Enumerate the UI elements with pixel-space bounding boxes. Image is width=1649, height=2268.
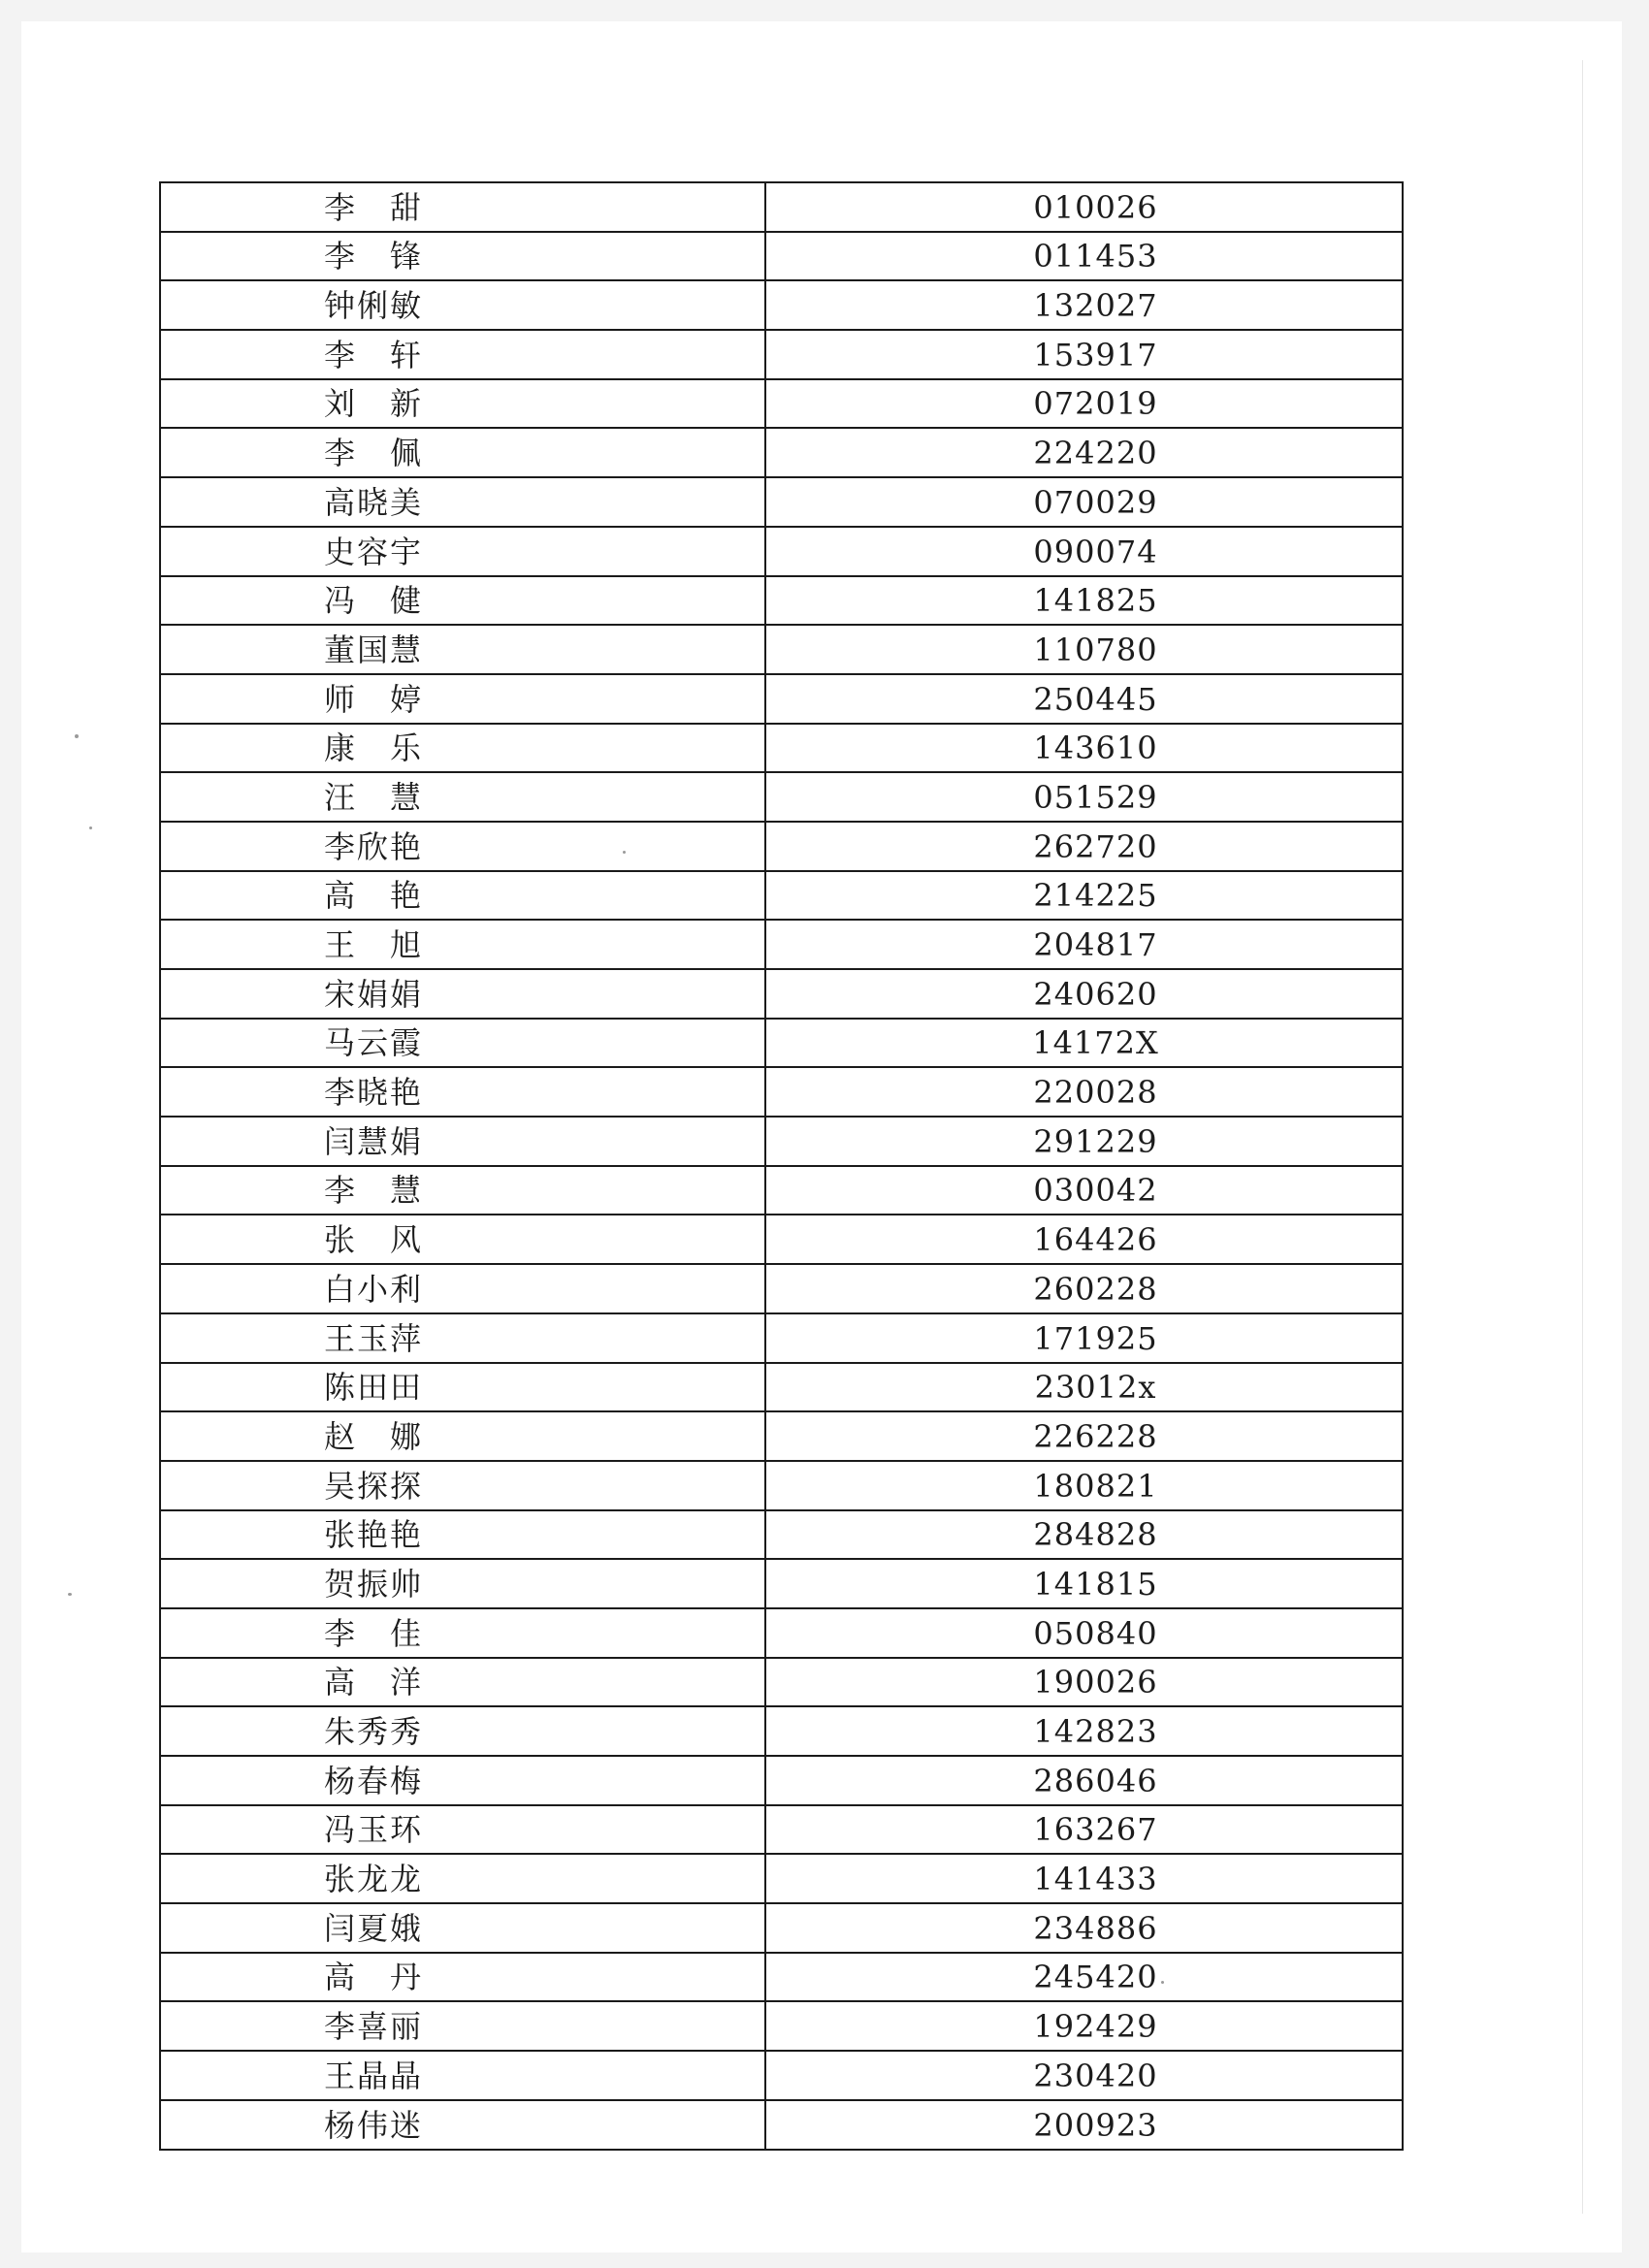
id-cell: 163267 (799, 1805, 1403, 1855)
table-row (160, 330, 1403, 379)
table-row (160, 1461, 1403, 1510)
column-gap (765, 1363, 799, 1412)
column-gap (765, 772, 799, 822)
id-cell: 262720 (799, 822, 1403, 871)
id-cell: 180821 (799, 1461, 1403, 1510)
column-gap (765, 182, 799, 232)
table-row (160, 527, 1403, 576)
table-row (160, 1166, 1403, 1215)
id-cell: 200923 (799, 2100, 1403, 2150)
column-gap (765, 527, 799, 576)
column-gap (765, 1215, 799, 1264)
column-gap (765, 280, 799, 330)
column-gap (765, 330, 799, 379)
name-cell: 高晓美 (160, 477, 765, 527)
table-row (160, 1608, 1403, 1658)
column-gap (765, 1313, 799, 1363)
name-cell: 马云霞 (160, 1019, 765, 1068)
name-cell: 李喜丽 (160, 2001, 765, 2051)
name-cell: 张 风 (160, 1215, 765, 1264)
name-cell: 董国慧 (160, 625, 765, 674)
table-row (160, 1313, 1403, 1363)
column-gap (765, 1658, 799, 1707)
column-gap (765, 232, 799, 281)
table-row (160, 182, 1403, 232)
name-cell: 李 甜 (160, 182, 765, 232)
table-row (160, 280, 1403, 330)
column-gap (765, 920, 799, 969)
table-row (160, 1854, 1403, 1903)
table-row (160, 576, 1403, 626)
table-row (160, 1117, 1403, 1166)
id-cell: 226228 (799, 1411, 1403, 1461)
column-gap (765, 1953, 799, 2002)
table-row (160, 379, 1403, 429)
column-gap (765, 674, 799, 724)
roster-body (160, 182, 1403, 2150)
table-row (160, 2100, 1403, 2150)
id-cell: 141825 (799, 576, 1403, 626)
column-gap (765, 2100, 799, 2150)
id-cell: 214225 (799, 871, 1403, 921)
column-gap (765, 477, 799, 527)
id-cell: 190026 (799, 1658, 1403, 1707)
column-gap (765, 1510, 799, 1560)
id-cell: 230420 (799, 2051, 1403, 2100)
name-cell: 王 旭 (160, 920, 765, 969)
name-cell: 朱秀秀 (160, 1706, 765, 1756)
column-gap (765, 1117, 799, 1166)
column-gap (765, 576, 799, 626)
name-cell: 李 佩 (160, 428, 765, 477)
column-gap (765, 379, 799, 429)
table-row (160, 772, 1403, 822)
table-row (160, 2051, 1403, 2100)
name-cell: 杨伟迷 (160, 2100, 765, 2150)
scan-speck (1161, 1981, 1164, 1984)
table-row (160, 1067, 1403, 1117)
id-cell: 132027 (799, 280, 1403, 330)
name-cell: 李晓艳 (160, 1067, 765, 1117)
id-cell: 284828 (799, 1510, 1403, 1560)
column-gap (765, 1166, 799, 1215)
column-gap (765, 871, 799, 921)
id-cell: 23012x (799, 1363, 1403, 1412)
column-gap (765, 2001, 799, 2051)
table-row (160, 920, 1403, 969)
name-cell: 闫慧娟 (160, 1117, 765, 1166)
column-gap (765, 1264, 799, 1313)
scan-speck (68, 1593, 72, 1596)
name-cell: 冯 健 (160, 576, 765, 626)
column-gap (765, 1608, 799, 1658)
table-row (160, 1756, 1403, 1805)
roster-table (159, 181, 1404, 2151)
name-cell: 杨春梅 (160, 1756, 765, 1805)
table-row (160, 1264, 1403, 1313)
id-cell: 260228 (799, 1264, 1403, 1313)
name-cell: 李 佳 (160, 1608, 765, 1658)
id-cell: 204817 (799, 920, 1403, 969)
id-cell: 14172X (799, 1019, 1403, 1068)
name-cell: 康 乐 (160, 724, 765, 773)
id-cell: 291229 (799, 1117, 1403, 1166)
id-cell: 234886 (799, 1903, 1403, 1953)
name-cell: 张龙龙 (160, 1854, 765, 1903)
id-cell: 011453 (799, 232, 1403, 281)
name-cell: 赵 娜 (160, 1411, 765, 1461)
column-gap (765, 428, 799, 477)
column-gap (765, 2051, 799, 2100)
table-row (160, 1658, 1403, 1707)
column-gap (765, 1411, 799, 1461)
name-cell: 汪 慧 (160, 772, 765, 822)
id-cell: 070029 (799, 477, 1403, 527)
scan-speck (623, 851, 626, 854)
name-cell: 师 婷 (160, 674, 765, 724)
table-row (160, 1559, 1403, 1608)
id-cell: 141433 (799, 1854, 1403, 1903)
id-cell: 220028 (799, 1067, 1403, 1117)
name-cell: 刘 新 (160, 379, 765, 429)
id-cell: 090074 (799, 527, 1403, 576)
name-cell: 李 锋 (160, 232, 765, 281)
id-cell: 072019 (799, 379, 1403, 429)
table-row (160, 724, 1403, 773)
column-gap (765, 1706, 799, 1756)
id-cell: 143610 (799, 724, 1403, 773)
table-row (160, 1019, 1403, 1068)
name-cell: 张艳艳 (160, 1510, 765, 1560)
table-row (160, 871, 1403, 921)
table-row (160, 822, 1403, 871)
column-gap (765, 1854, 799, 1903)
name-cell: 王玉萍 (160, 1313, 765, 1363)
name-cell: 李 轩 (160, 330, 765, 379)
id-cell: 240620 (799, 969, 1403, 1019)
name-cell: 陈田田 (160, 1363, 765, 1412)
id-cell: 110780 (799, 625, 1403, 674)
id-cell: 142823 (799, 1706, 1403, 1756)
table-row (160, 1953, 1403, 2002)
scan-speck (89, 826, 92, 829)
name-cell: 白小利 (160, 1264, 765, 1313)
name-cell: 冯玉环 (160, 1805, 765, 1855)
name-cell: 闫夏娥 (160, 1903, 765, 1953)
table-row (160, 625, 1403, 674)
id-cell: 030042 (799, 1166, 1403, 1215)
column-gap (765, 724, 799, 773)
id-cell: 164426 (799, 1215, 1403, 1264)
table-row (160, 1411, 1403, 1461)
table-row (160, 1805, 1403, 1855)
name-cell: 李欣艳 (160, 822, 765, 871)
column-gap (765, 1756, 799, 1805)
table-row (160, 1903, 1403, 1953)
name-cell: 高 艳 (160, 871, 765, 921)
id-cell: 171925 (799, 1313, 1403, 1363)
column-gap (765, 1461, 799, 1510)
column-gap (765, 625, 799, 674)
id-cell: 192429 (799, 2001, 1403, 2051)
name-cell: 贺振帅 (160, 1559, 765, 1608)
column-gap (765, 969, 799, 1019)
id-cell: 153917 (799, 330, 1403, 379)
name-cell: 高 洋 (160, 1658, 765, 1707)
name-cell: 王晶晶 (160, 2051, 765, 2100)
table-row (160, 428, 1403, 477)
column-gap (765, 1559, 799, 1608)
page-edge (1582, 60, 1583, 2214)
table-row (160, 477, 1403, 527)
scan-speck (75, 734, 79, 738)
id-cell: 286046 (799, 1756, 1403, 1805)
name-cell: 李 慧 (160, 1166, 765, 1215)
column-gap (765, 822, 799, 871)
table-row (160, 2001, 1403, 2051)
column-gap (765, 1805, 799, 1855)
table-row (160, 1706, 1403, 1756)
name-cell: 钟俐敏 (160, 280, 765, 330)
column-gap (765, 1903, 799, 1953)
id-cell: 224220 (799, 428, 1403, 477)
table-row (160, 1510, 1403, 1560)
name-cell: 宋娟娟 (160, 969, 765, 1019)
id-cell: 245420 (799, 1953, 1403, 2002)
scanned-page (21, 21, 1622, 2252)
name-cell: 史容宇 (160, 527, 765, 576)
table-row (160, 1215, 1403, 1264)
name-cell: 吴探探 (160, 1461, 765, 1510)
name-cell: 高 丹 (160, 1953, 765, 2002)
id-cell: 050840 (799, 1608, 1403, 1658)
id-cell: 141815 (799, 1559, 1403, 1608)
id-cell: 051529 (799, 772, 1403, 822)
id-cell: 010026 (799, 182, 1403, 232)
table-row (160, 674, 1403, 724)
id-cell: 250445 (799, 674, 1403, 724)
table-row (160, 1363, 1403, 1412)
column-gap (765, 1019, 799, 1068)
column-gap (765, 1067, 799, 1117)
table-row (160, 232, 1403, 281)
table-row (160, 969, 1403, 1019)
